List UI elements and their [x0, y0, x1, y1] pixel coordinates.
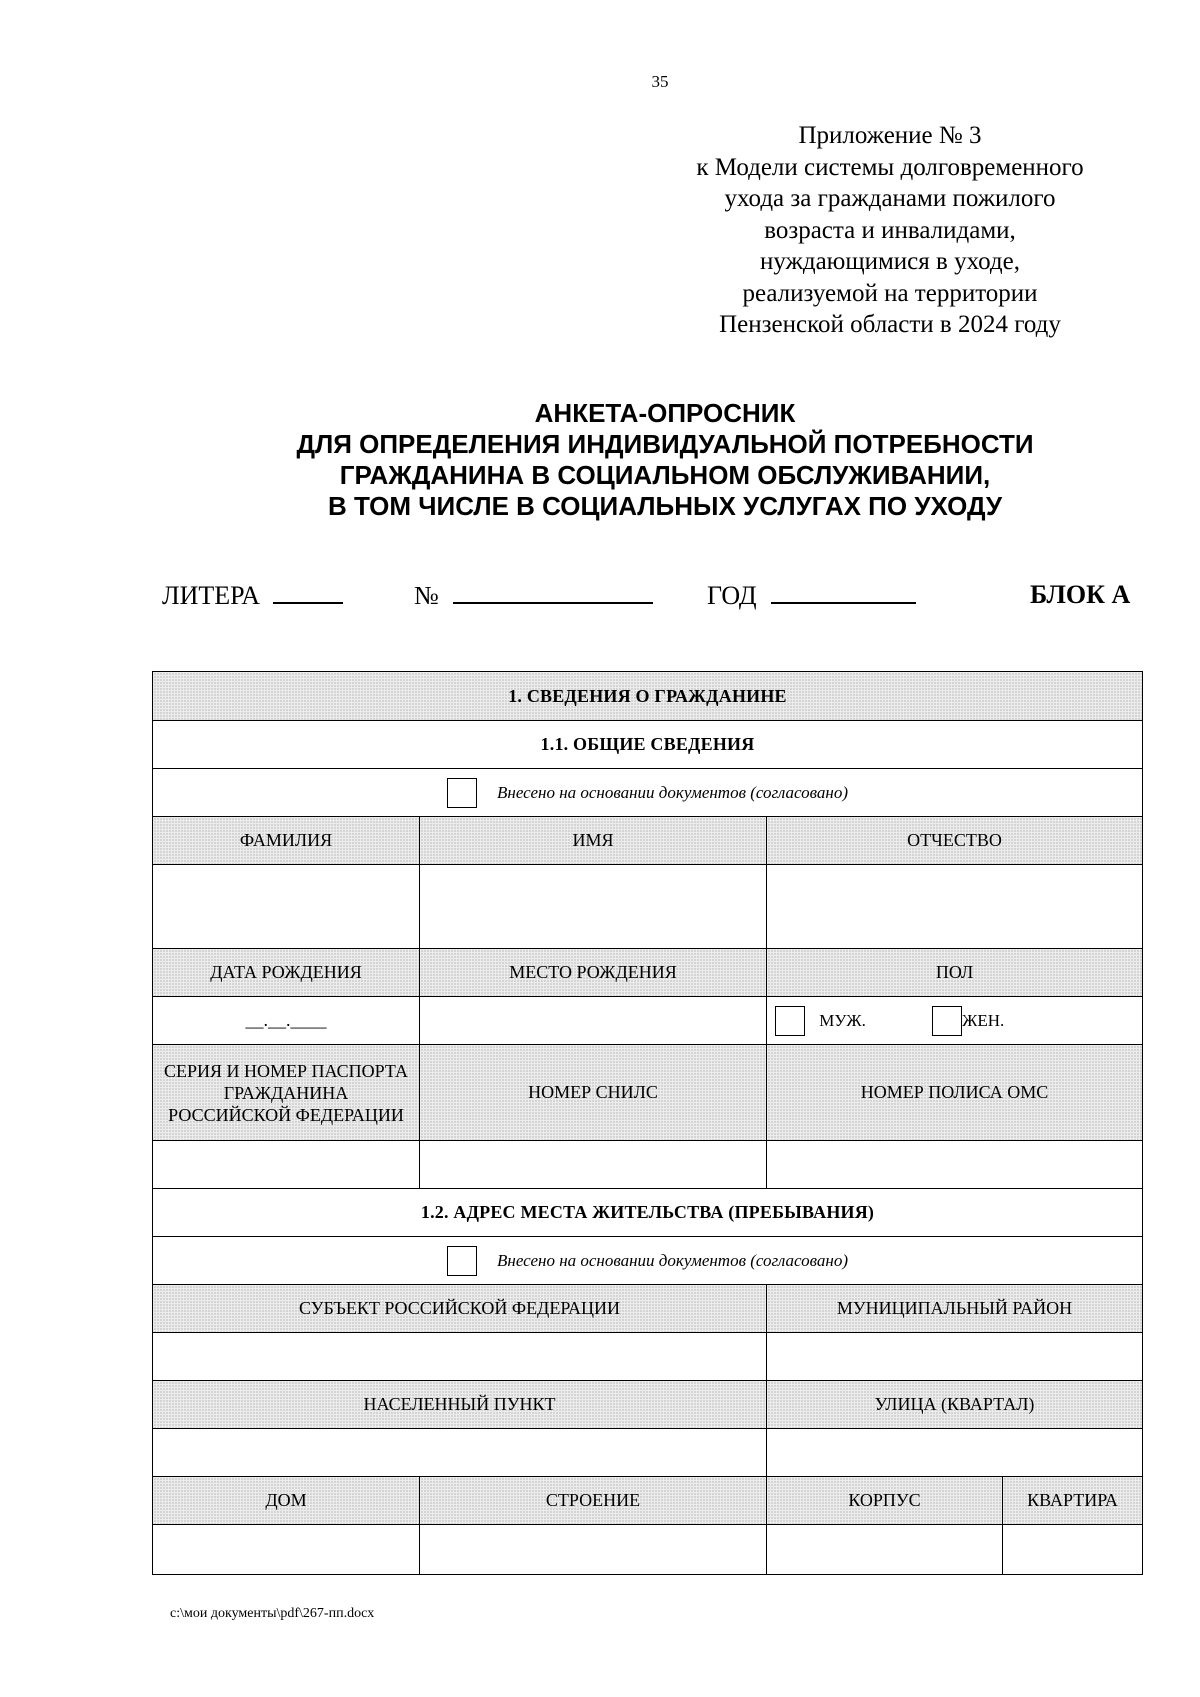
- gender-header: ПОЛ: [767, 949, 1143, 997]
- number-label: №: [414, 581, 439, 610]
- birth-place-header: МЕСТО РОЖДЕНИЯ: [420, 949, 767, 997]
- birth-date-header: ДАТА РОЖДЕНИЯ: [153, 949, 420, 997]
- appendix-heading: [650, 120, 1130, 341]
- patronymic-input[interactable]: [767, 865, 1143, 949]
- appendix-line: реализуемой на территории: [742, 279, 1038, 307]
- section-1-title: 1. СВЕДЕНИЯ О ГРАЖДАНИНЕ: [153, 672, 1143, 721]
- title-line: В ТОМ ЧИСЛЕ В СОЦИАЛЬНЫХ УСЛУГАХ ПО УХОДУ: [327, 491, 1003, 521]
- block-input[interactable]: [767, 1525, 1003, 1575]
- citizen-info-form: [152, 671, 1143, 1575]
- year-blank[interactable]: [771, 580, 916, 604]
- region-header: СУБЪЕКТ РОССИЙСКОЙ ФЕДЕРАЦИИ: [153, 1285, 767, 1333]
- surname-header: ФАМИЛИЯ: [153, 817, 420, 865]
- number-field[interactable]: [414, 580, 653, 611]
- appendix-line: возраста и инвалидами,: [764, 216, 1016, 244]
- year-label: ГОД: [707, 581, 757, 610]
- apartment-header: КВАРТИРА: [1003, 1477, 1143, 1525]
- title-line: ДЛЯ ОПРЕДЕЛЕНИЯ ИНДИВИДУАЛЬНОЙ ПОТРЕБНОСТИ: [296, 429, 1034, 459]
- page-number: 35: [651, 72, 669, 91]
- oms-policy-header: НОМЕР ПОЛИСА ОМС: [767, 1045, 1143, 1141]
- street-header: УЛИЦА (КВАРТАЛ): [767, 1381, 1143, 1429]
- district-input[interactable]: [767, 1333, 1143, 1381]
- address-documents-confirmed-row: [153, 1237, 1143, 1285]
- block-header: КОРПУС: [767, 1477, 1003, 1525]
- locality-header: НАСЕЛЕННЫЙ ПУНКТ: [153, 1381, 767, 1429]
- oms-policy-input[interactable]: [767, 1141, 1143, 1189]
- first-name-input[interactable]: [420, 865, 767, 949]
- address-documents-confirmed-label: Внесено на основании документов (согласовано): [497, 1250, 848, 1270]
- first-name-header: ИМЯ: [420, 817, 767, 865]
- gender-options: [767, 997, 1143, 1045]
- gender-male-checkbox[interactable]: [775, 1006, 805, 1036]
- block-label: БЛОК А: [1030, 580, 1131, 609]
- appendix-line: нуждающимися в уходе,: [760, 248, 1020, 275]
- birth-place-input[interactable]: [420, 997, 767, 1045]
- locality-input[interactable]: [153, 1429, 767, 1477]
- year-field[interactable]: [707, 580, 916, 611]
- address-documents-confirmed-checkbox[interactable]: [447, 1246, 477, 1276]
- snils-header: НОМЕР СНИЛС: [420, 1045, 767, 1141]
- gender-female-checkbox[interactable]: [932, 1006, 962, 1036]
- snils-input[interactable]: [420, 1141, 767, 1189]
- birth-date-input[interactable]: __.__.____: [153, 997, 420, 1045]
- title-line: АНКЕТА-ОПРОСНИК: [534, 398, 796, 428]
- passport-header: СЕРИЯ И НОМЕР ПАСПОРТА ГРАЖДАНИНА РОССИЙСКОЙ ФЕДЕРАЦИИ: [153, 1045, 420, 1141]
- gender-male-label: МУЖ.: [819, 1010, 866, 1030]
- documents-confirmed-row: [153, 769, 1143, 817]
- patronymic-header: ОТЧЕСТВО: [767, 817, 1143, 865]
- apartment-input[interactable]: [1003, 1525, 1143, 1575]
- district-header: МУНИЦИПАЛЬНЫЙ РАЙОН: [767, 1285, 1143, 1333]
- litera-label: ЛИТЕРА: [162, 581, 261, 610]
- appendix-line: Пензенской области в 2024 году: [719, 311, 1061, 338]
- footer-file-path: c:\мои документы\pdf\267-пп.docx: [170, 1606, 375, 1621]
- registration-fields: [162, 580, 1137, 620]
- title-line: ГРАЖДАНИНА В СОЦИАЛЬНОМ ОБСЛУЖИВАНИИ,: [339, 460, 991, 490]
- subsection-1-1-title: 1.1. ОБЩИЕ СВЕДЕНИЯ: [153, 721, 1143, 769]
- house-input[interactable]: [153, 1525, 420, 1575]
- documents-confirmed-checkbox[interactable]: [447, 778, 477, 808]
- number-blank[interactable]: [453, 580, 653, 604]
- document-title: [150, 398, 1180, 522]
- region-input[interactable]: [153, 1333, 767, 1381]
- litera-blank[interactable]: [273, 580, 343, 604]
- appendix-line: Приложение № 3: [798, 122, 982, 149]
- documents-confirmed-label: Внесено на основании документов (согласовано): [497, 782, 848, 802]
- street-input[interactable]: [767, 1429, 1143, 1477]
- surname-input[interactable]: [153, 865, 420, 949]
- building-header: СТРОЕНИЕ: [420, 1477, 767, 1525]
- house-header: ДОМ: [153, 1477, 420, 1525]
- building-input[interactable]: [420, 1525, 767, 1575]
- gender-female-label: ЖЕН.: [962, 1010, 1005, 1030]
- appendix-line: к Модели системы долговременного: [696, 153, 1084, 181]
- passport-input[interactable]: [153, 1141, 420, 1189]
- appendix-line: ухода за гражданами пожилого: [724, 185, 1056, 212]
- subsection-1-2-title: 1.2. АДРЕС МЕСТА ЖИТЕЛЬСТВА (ПРЕБЫВАНИЯ): [153, 1189, 1143, 1237]
- litera-field[interactable]: [162, 580, 343, 611]
